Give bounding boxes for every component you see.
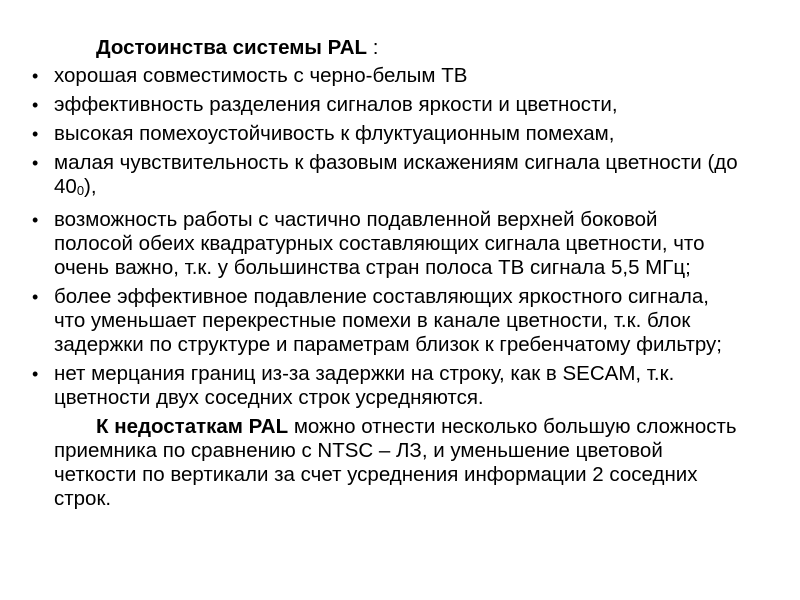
bullet-dot-icon: • xyxy=(32,124,39,144)
list-item-text: малая чувствительность к фазовым искажениям сигнала цветности (до 40 xyxy=(54,151,738,198)
list-item-text: высокая помехоустойчивость к флуктуационным помехам, xyxy=(54,122,615,145)
list-item-text-after: ), xyxy=(84,175,97,198)
bullet-dot-icon: • xyxy=(32,364,39,384)
list-item-text: хорошая совместимость с черно-белым ТВ xyxy=(54,64,468,87)
bullet-dot-icon: • xyxy=(32,66,39,86)
disadvantages-lead: К недостаткам PAL xyxy=(96,415,289,438)
bullet-dot-icon: • xyxy=(32,153,39,173)
list-item xyxy=(32,362,740,410)
heading xyxy=(32,36,740,60)
disadvantages-text: можно отнести несколько большую сложность приемника по сравнению с NTSC – ЛЗ, и уменьшение цветовой четкости по вертикали за счет усреднения информации 2 соседних строк. xyxy=(54,415,737,510)
list-item-text: нет мерцания границ из-за задержки на строку, как в SECAM, т.к. цветности двух соседних строк усредняются. xyxy=(54,362,675,409)
bullet-dot-icon: • xyxy=(32,287,39,307)
list-item-text: возможность работы с частично подавленной верхней боковой полосой обеих квадратурных составляющих сигнала цветности, что очень важно, т.к. у большинства стран полоса ТВ сигнала 5,5 МГц; xyxy=(54,208,705,279)
list-item xyxy=(32,122,740,146)
list-item-text: эффективность разделения сигналов яркости и цветности, xyxy=(54,93,618,116)
list-item-text: более эффективное подавление составляющих яркостного сигнала, что уменьшает перекрестные помехи в канале цветности, т.к. блок задержки по структуре и параметрам близок к гребенчатому фильтру; xyxy=(54,285,722,356)
list-item xyxy=(32,285,740,357)
bullet-dot-icon: • xyxy=(32,95,39,115)
list-item xyxy=(32,93,740,117)
bullet-dot-icon: • xyxy=(32,210,39,230)
list-item xyxy=(32,64,740,88)
list-item-subscript: 0 xyxy=(76,183,85,198)
list-item xyxy=(32,151,740,203)
disadvantages-paragraph xyxy=(54,415,740,511)
heading-bold: Достоинства системы PAL xyxy=(96,36,368,59)
list-item xyxy=(32,208,740,280)
heading-suffix: : xyxy=(367,36,379,59)
advantages-list xyxy=(32,64,740,410)
